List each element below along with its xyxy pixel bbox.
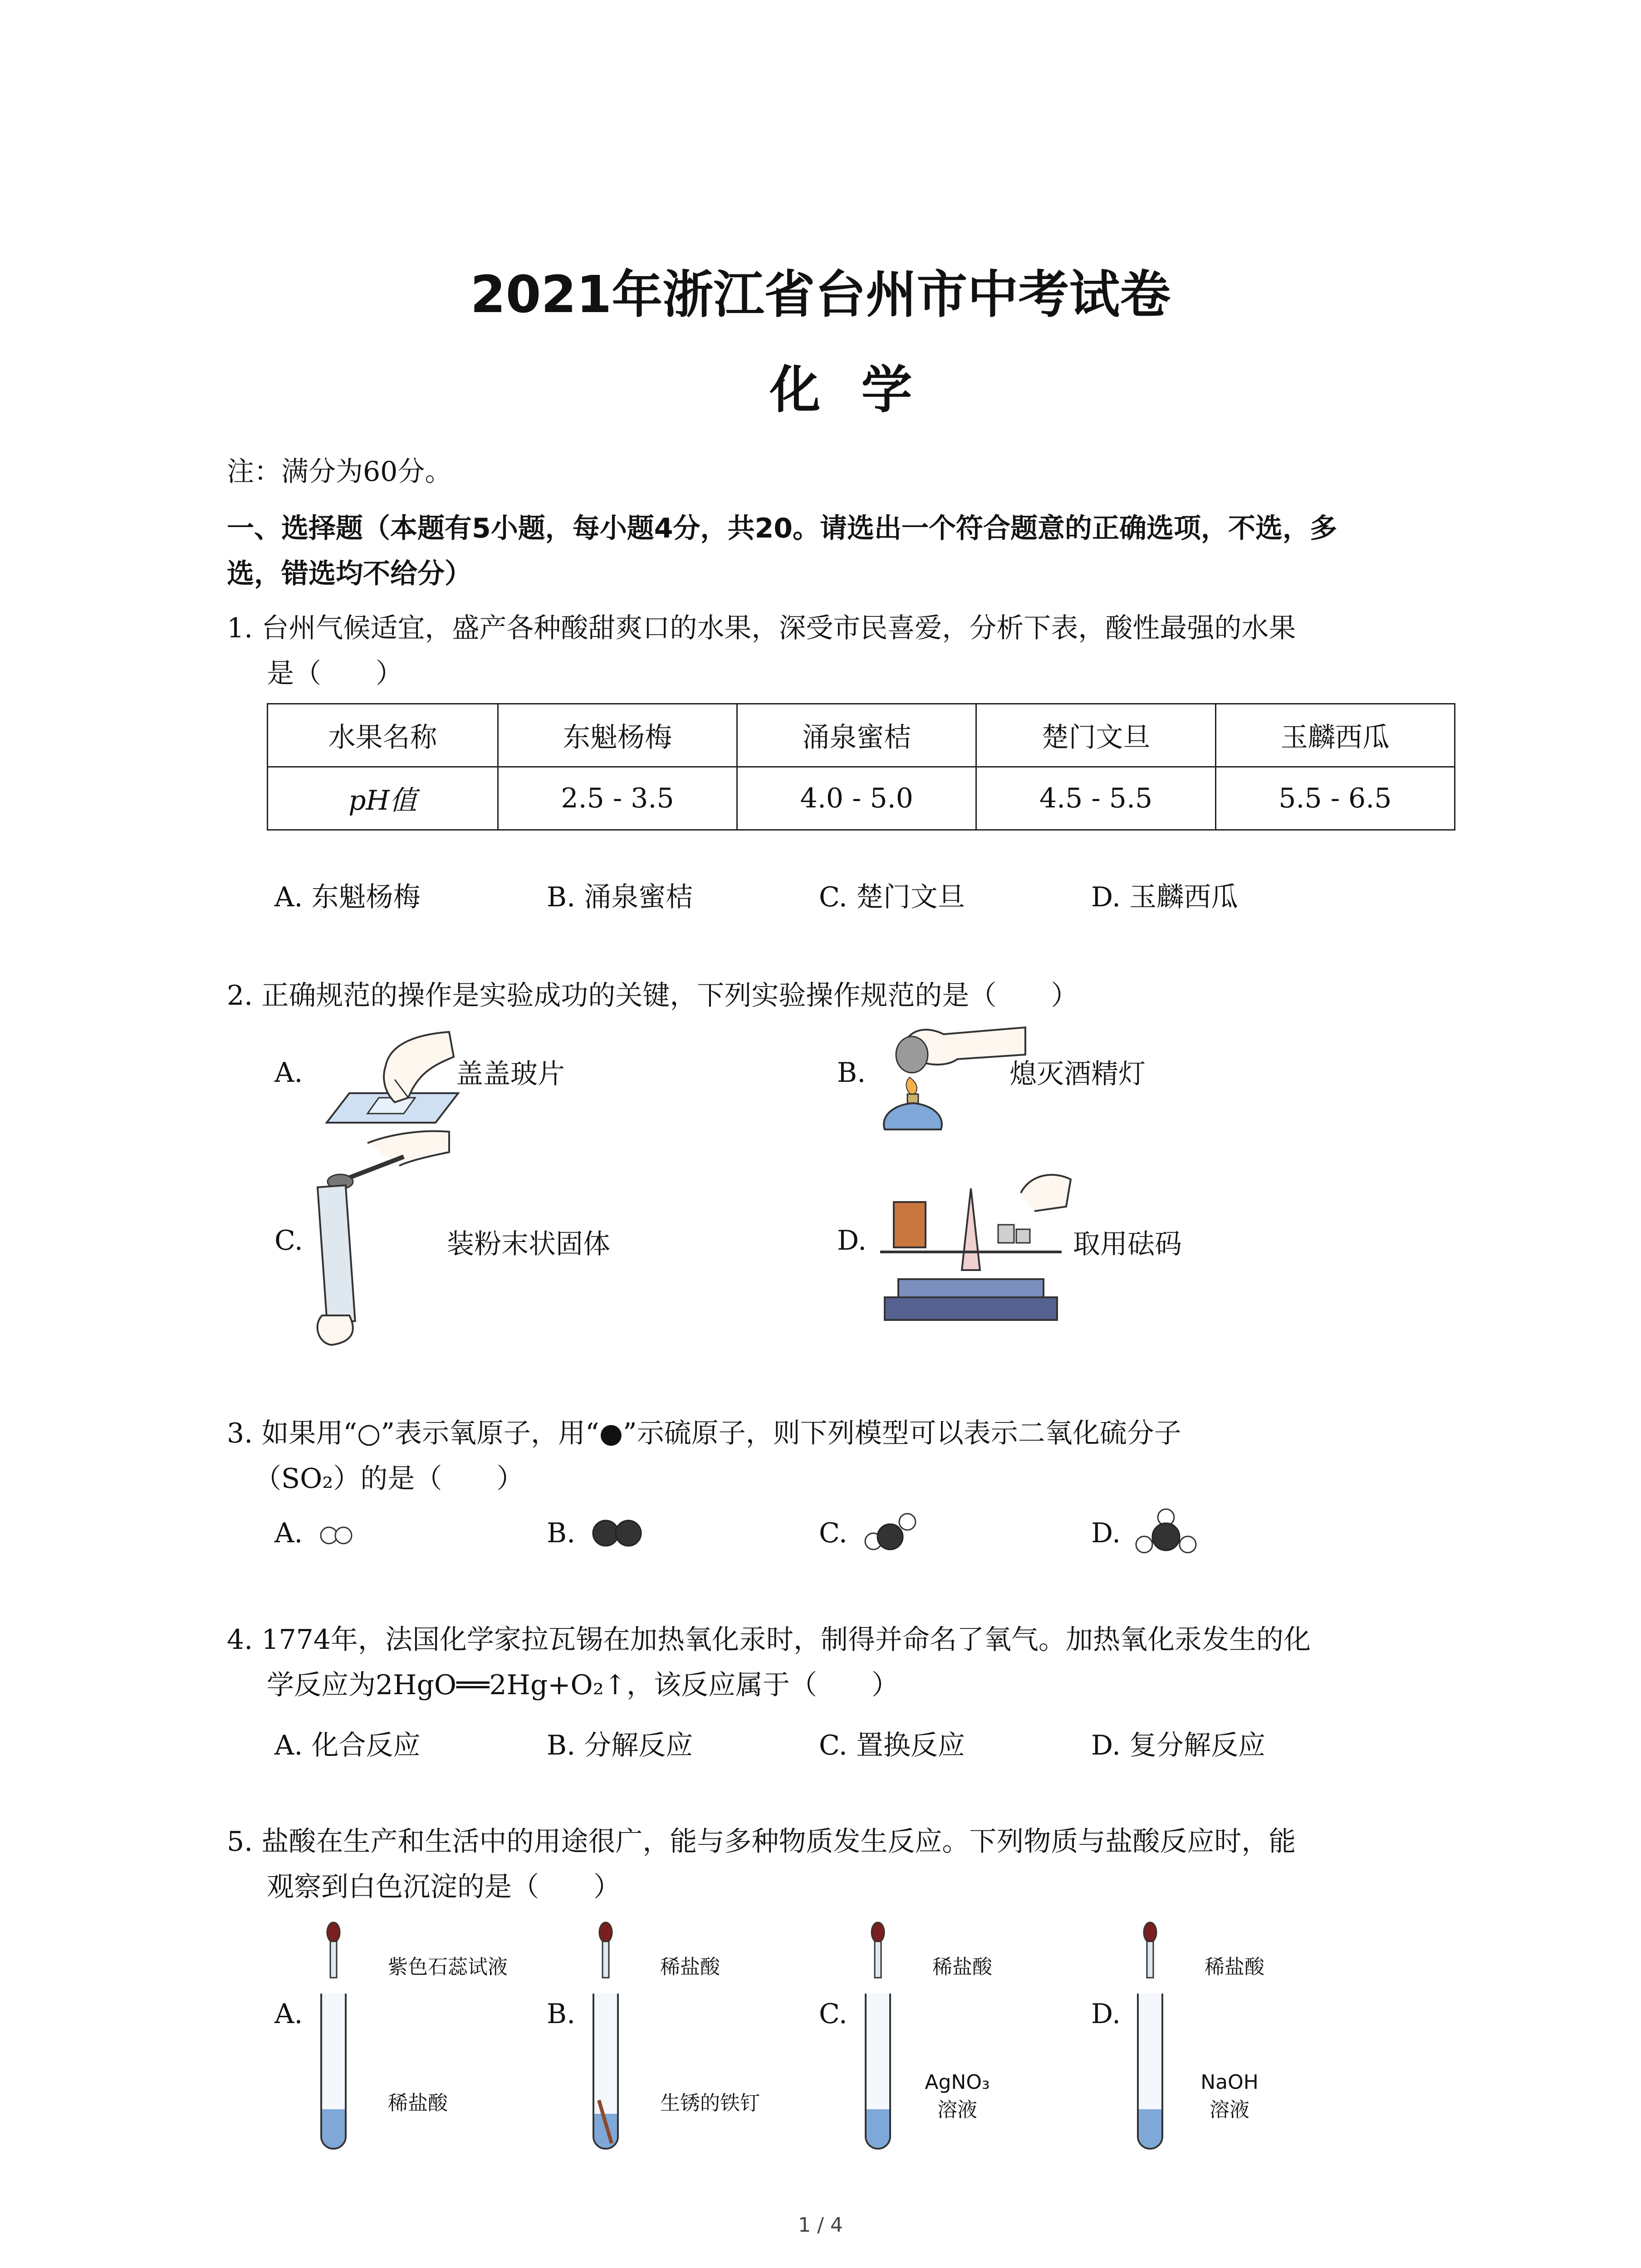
table-row — [268, 767, 1455, 830]
q1-stem-line1: 1. 台州气候适宜，盛产各种酸甜爽口的水果，深受市民喜爱，分析下表，酸性最强的水果 — [227, 612, 1296, 644]
q2-option-a-label: 盖盖玻片 — [456, 1058, 565, 1090]
q3-option-a-letter[interactable]: A. — [274, 1517, 303, 1549]
molecule-d-icon — [1130, 1506, 1202, 1560]
q4-option-a[interactable]: A. 化合反应 — [274, 1730, 421, 1761]
test-tube-b-illustration — [585, 1919, 626, 2155]
q2-option-d-label: 取用砝码 — [1073, 1228, 1182, 1260]
test-tube-a-illustration — [313, 1919, 354, 2155]
q5-option-a-letter[interactable]: A. — [274, 1998, 303, 2030]
q5-d-dropper-label: 稀盐酸 — [1205, 1955, 1264, 1979]
q1-option-a[interactable]: A. 东魁杨梅 — [274, 881, 421, 913]
q1-option-d[interactable]: D. 玉麟西瓜 — [1091, 881, 1239, 913]
table-cell: 4.5 - 5.5 — [976, 767, 1215, 830]
q5-b-dropper-label: 稀盐酸 — [660, 1955, 720, 1979]
balance-weights-illustration — [871, 1161, 1080, 1334]
table-cell: 4.0 - 5.0 — [737, 767, 976, 830]
q4-option-c[interactable]: C. 置换反应 — [819, 1730, 965, 1761]
q5-a-tube-label: 稀盐酸 — [388, 2092, 448, 2115]
q2-option-b-label: 熄灭酒精灯 — [1009, 1058, 1146, 1090]
q5-a-dropper-label: 紫色石蕊试液 — [388, 1955, 508, 1979]
q5-c-dropper-label: 稀盐酸 — [932, 1955, 992, 1979]
q3-stem-line1: 3. 如果用“○”表示氧原子，用“●”示硫原子，则下列模型可以表示二氧化硫分子 — [227, 1418, 1181, 1449]
coverslip-illustration — [318, 1025, 463, 1129]
q4-option-d[interactable]: D. 复分解反应 — [1091, 1730, 1266, 1761]
q2-option-a-letter[interactable]: A. — [274, 1057, 303, 1089]
q3-option-c-letter[interactable]: C. — [819, 1517, 847, 1549]
test-tube-d-illustration — [1130, 1919, 1171, 2155]
q4-stem-line1: 4. 1774年，法国化学家拉瓦锡在加热氧化汞时，制得并命名了氧气。加热氧化汞发生的化 — [227, 1624, 1311, 1656]
table-cell: 2.5 - 3.5 — [498, 767, 737, 830]
table-row-label: pH值 — [268, 767, 498, 830]
q3-option-d-letter[interactable]: D. — [1091, 1517, 1121, 1549]
q5-d-tube-label: NaOH — [1200, 2071, 1259, 2094]
q2-stem: 2. 正确规范的操作是实验成功的关键，下列实验操作规范的是（ ） — [227, 980, 1078, 1012]
q5-c-tube-label: AgNO₃ — [925, 2071, 990, 2094]
page-number: 1 / 4 — [798, 2214, 843, 2237]
table-cell: 5.5 - 6.5 — [1215, 767, 1455, 830]
q1-stem-line2: 是（ ） — [267, 658, 403, 689]
section-heading-line2: 选，错选均不给分） — [227, 558, 472, 590]
q5-stem-line2: 观察到白色沉淀的是（ ） — [267, 1871, 621, 1903]
powder-loading-illustration — [313, 1125, 458, 1347]
q3-stem-line2: （SO₂）的是（ ） — [254, 1463, 524, 1495]
score-note: 注：满分为60分。 — [227, 456, 452, 488]
q2-option-c-label: 装粉末状固体 — [447, 1228, 610, 1260]
q5-b-tube-label: 生锈的铁钉 — [660, 2092, 760, 2115]
q5-option-c-letter[interactable]: C. — [819, 1998, 847, 2030]
q2-option-d-letter[interactable]: D. — [837, 1225, 867, 1256]
q5-c-tube-label-2: 溶液 — [937, 2098, 977, 2121]
q2-option-b-letter[interactable]: B. — [837, 1057, 866, 1089]
q5-stem-line1: 5. 盐酸在生产和生活中的用途很广，能与多种物质发生反应。下列物质与盐酸反应时，能 — [227, 1826, 1296, 1857]
q4-stem-line2: 学反应为2HgO══2Hg+O₂↑，该反应属于（ ） — [267, 1669, 899, 1701]
table-header-cell: 涌泉蜜桔 — [737, 704, 976, 767]
q3-option-b-letter[interactable]: B. — [547, 1517, 576, 1549]
q5-d-tube-label-2: 溶液 — [1210, 2098, 1249, 2121]
table-header-cell: 水果名称 — [268, 704, 498, 767]
subject-title: 化学 — [769, 361, 953, 420]
alcohol-lamp-illustration — [876, 1016, 1030, 1134]
q4-option-b[interactable]: B. 分解反应 — [547, 1730, 693, 1761]
test-tube-c-illustration — [857, 1919, 898, 2155]
table-header-cell: 东魁杨梅 — [498, 704, 737, 767]
ph-table — [267, 703, 1455, 831]
exam-title: 2021年浙江省台州市中考试卷 — [470, 265, 1171, 324]
molecule-b-icon — [590, 1517, 649, 1549]
table-header-cell: 楚门文旦 — [976, 704, 1215, 767]
q1-option-b[interactable]: B. 涌泉蜜桔 — [547, 881, 693, 913]
q2-option-c-letter[interactable]: C. — [274, 1225, 303, 1256]
q1-option-c[interactable]: C. 楚门文旦 — [819, 881, 965, 913]
q5-option-b-letter[interactable]: B. — [547, 1998, 576, 2030]
table-header-cell: 玉麟西瓜 — [1215, 704, 1455, 767]
q5-option-d-letter[interactable]: D. — [1091, 1998, 1121, 2030]
molecule-a-icon — [318, 1522, 363, 1549]
table-row — [268, 704, 1455, 767]
section-heading-line1: 一、选择题（本题有5小题，每小题4分，共20。请选出一个符合题意的正确选项，不选，多 — [227, 513, 1337, 544]
molecule-c-icon — [862, 1510, 921, 1556]
